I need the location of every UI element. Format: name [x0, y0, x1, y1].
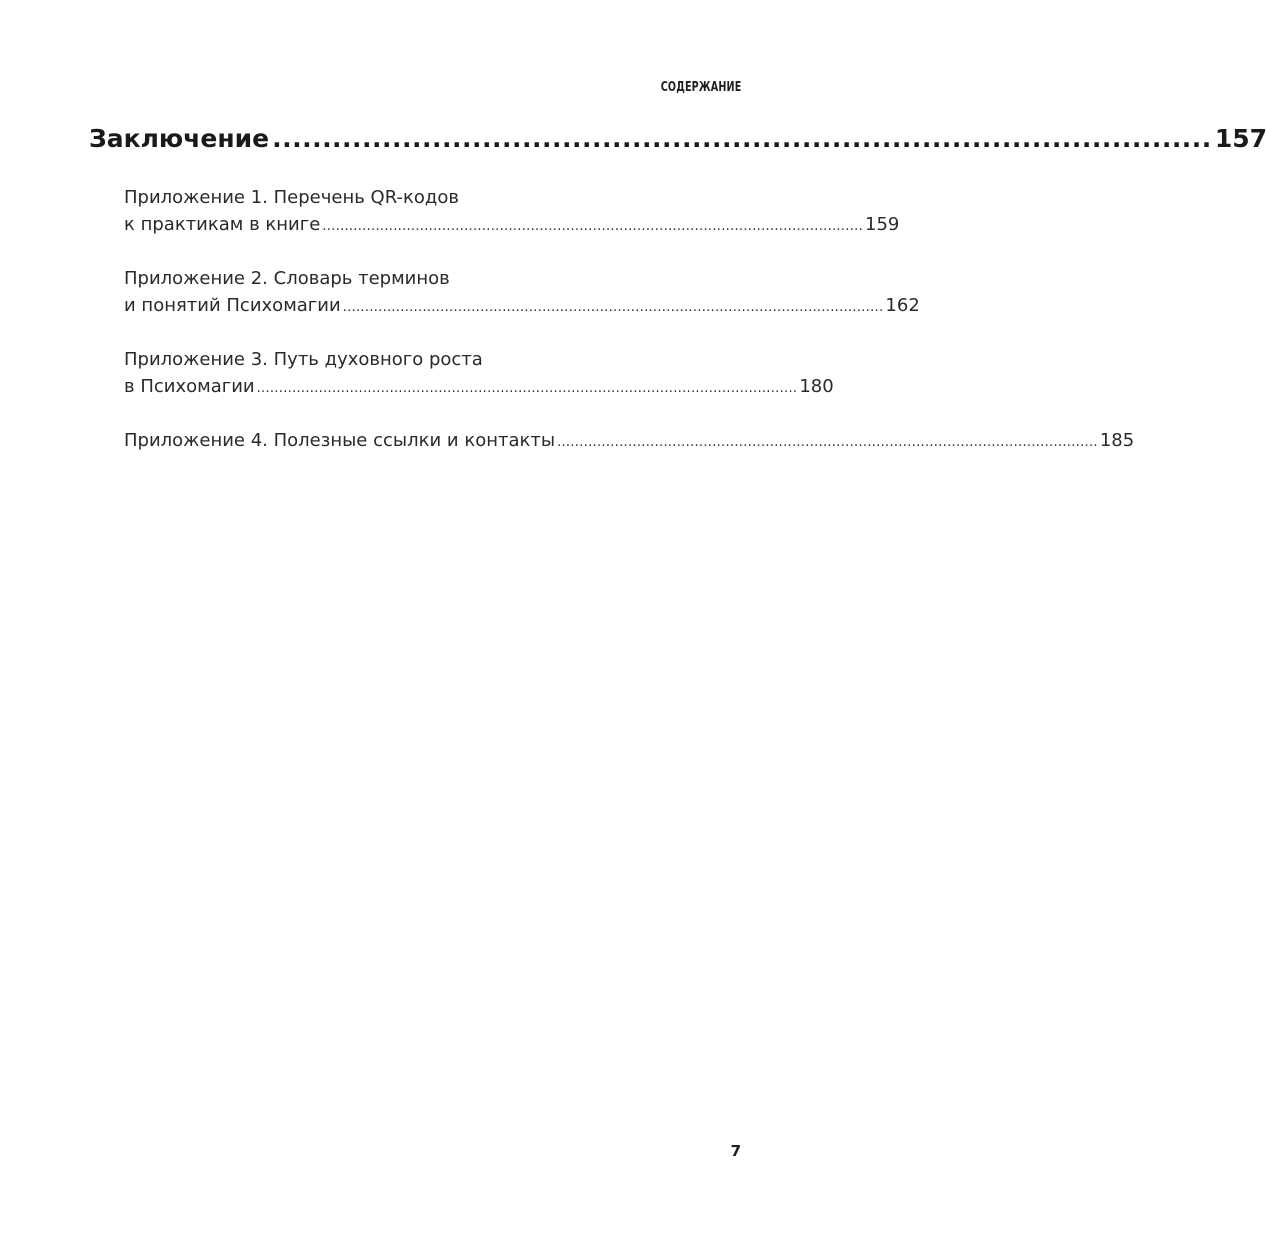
dot-leader: ..........................................................................................................................	[342, 300, 884, 315]
toc-entry-title: Заключение	[89, 124, 270, 153]
toc-entry-appendix-4[interactable]	[124, 427, 1135, 456]
toc-entry-appendix-1[interactable]	[124, 184, 900, 240]
toc-entry-title: Приложение 4. Полезные ссылки и контакты	[124, 430, 556, 451]
toc-entry-page: 157	[1214, 124, 1267, 153]
toc-entry-title-continued: и понятий Психомагии	[124, 295, 341, 316]
toc-entry-page: 162	[885, 295, 920, 316]
dot-leader: ..........................................................................................................................	[322, 219, 864, 234]
page-number: 7	[730, 1142, 741, 1160]
toc-entry-conclusion[interactable]	[89, 124, 1267, 153]
toc-entry-appendix-2[interactable]	[124, 265, 920, 321]
toc-entry-page: 180	[799, 376, 834, 397]
dot-leader: ..........................................................................................................................	[557, 435, 1098, 450]
toc-entry-title: Приложение 1. Перечень QR-кодов	[124, 187, 459, 208]
running-head: СОДЕРЖАНИЕ	[660, 80, 741, 95]
dot-leader: ..........................................................................................................................	[256, 381, 798, 396]
toc-entry-title: Приложение 3. Путь духовного роста	[124, 349, 483, 370]
toc-entry-title: Приложение 2. Словарь терминов	[124, 268, 450, 289]
toc-entry-appendix-3[interactable]	[124, 346, 834, 402]
toc-entry-page: 159	[865, 214, 900, 235]
toc-entry-title-continued: к практикам в книге	[124, 214, 321, 235]
toc-entry-title-continued: в Психомагии	[124, 376, 255, 397]
dot-leader: ..............................................................................................	[272, 124, 1212, 153]
toc-entry-page: 185	[1099, 430, 1135, 451]
